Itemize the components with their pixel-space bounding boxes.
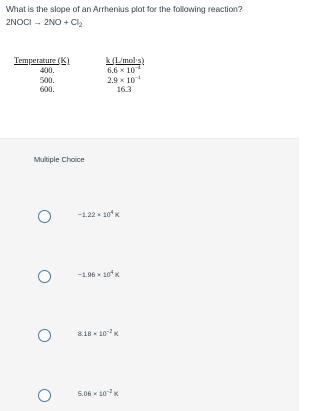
table-cell-temp: 600.: [40, 85, 55, 94]
answer-option-4[interactable]: [0, 386, 299, 408]
radio-button[interactable]: [38, 210, 51, 223]
reaction-subscript: 2: [78, 23, 83, 29]
radio-button[interactable]: [38, 329, 51, 342]
question-text: What is the slope of an Arrhenius plot for the following reaction?: [6, 4, 243, 14]
table-row: [14, 66, 144, 76]
answer-option-label: $-1.96 \times 10^4$ K: [78, 270, 120, 279]
table-header-temperature: Temperature (K): [14, 56, 70, 65]
reaction-arrow-icon: →: [33, 17, 42, 27]
reaction-reactant: 2NOCl: [6, 17, 32, 27]
answer-option-label: $-1.22 \times 10^4$ K: [78, 210, 120, 219]
table-cell-temp: 400.: [40, 66, 55, 75]
table-cell-temp: 500.: [40, 75, 55, 85]
reaction-products: 2NO + Cl: [44, 17, 79, 27]
answer-option-3[interactable]: [0, 326, 299, 348]
question-prompt: [6, 3, 296, 33]
table-cell-k: $2.9 \times 10^{-1}$: [107, 74, 141, 85]
multiple-choice-label: Multiple Choice: [34, 155, 85, 164]
radio-button[interactable]: [38, 389, 51, 402]
table-cell-k: 16.3: [116, 85, 132, 94]
table-row: [14, 76, 144, 86]
answer-option-label: $5.06 \times 10^{-2}$ K: [78, 389, 119, 398]
answer-option-2[interactable]: [0, 267, 299, 289]
table-row: [14, 85, 144, 95]
table-cell-k: $6.6 \times 10^{-4}$: [107, 65, 141, 75]
rate-constant-table: [14, 56, 144, 95]
answer-option-1[interactable]: [0, 207, 299, 229]
table-header-k: k (L/mol·s): [106, 56, 145, 65]
multiple-choice-panel: [0, 138, 299, 411]
radio-button[interactable]: [38, 270, 51, 283]
reaction-equation: [6, 16, 296, 33]
answer-option-label: $8.18 \times 10^{-2}$ K: [78, 329, 119, 338]
